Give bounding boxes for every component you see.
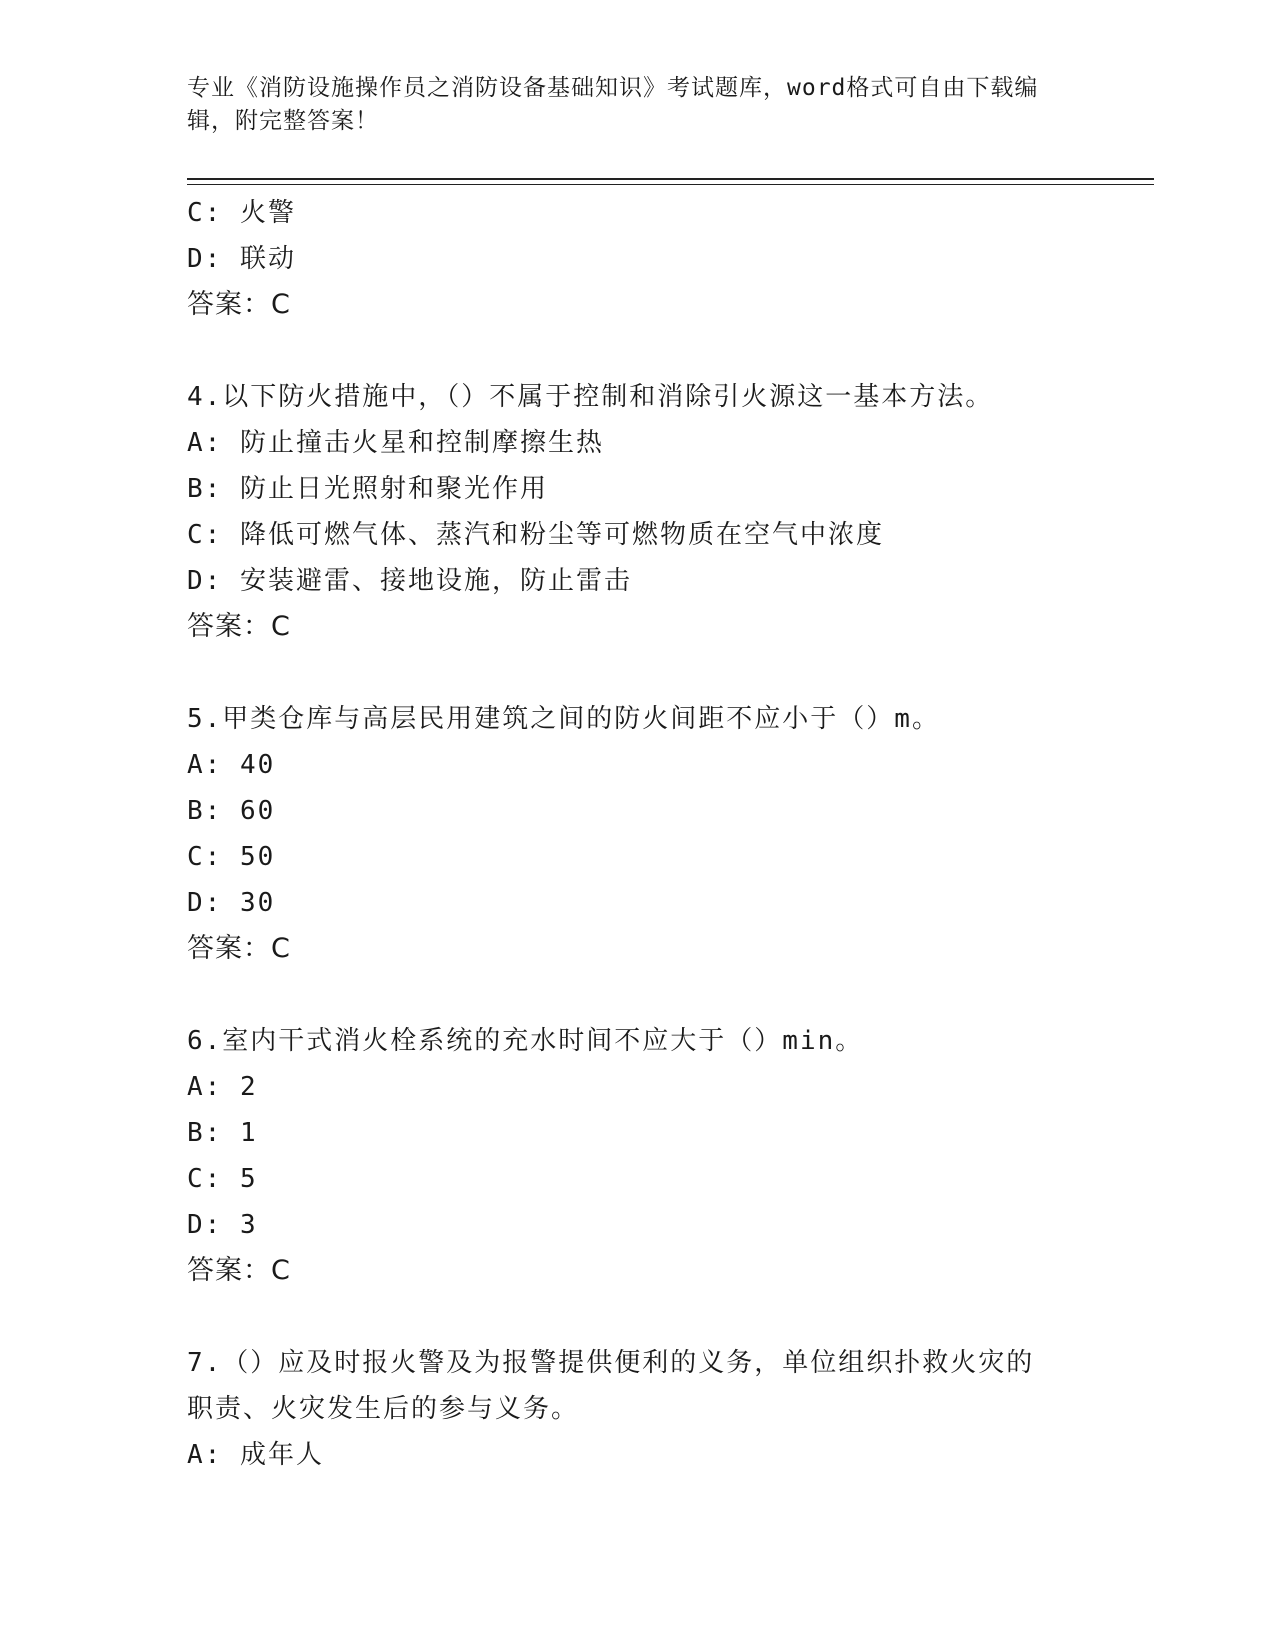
option-b: B: 1 xyxy=(187,1118,258,1148)
option-c: C: 50 xyxy=(187,842,276,872)
option-a: A: 防止撞击火星和控制摩擦生热 xyxy=(187,428,604,458)
question-stem: 5.甲类仓库与高层民用建筑之间的防火间距不应小于（）m。 xyxy=(187,704,940,734)
header-divider-thick xyxy=(187,178,1154,180)
question-stem: 7.（）应及时报火警及为报警提供便利的义务，单位组织扑救火灾的职责、火灾发生后的参与义务。 xyxy=(187,1348,1035,1424)
question-block xyxy=(187,696,1087,972)
question-spacer xyxy=(187,1294,1087,1340)
question-stem: 6.室内干式消火栓系统的充水时间不应大于（）min。 xyxy=(187,1026,864,1056)
question-stem: 4.以下防火措施中，（）不属于控制和消除引火源这一基本方法。 xyxy=(187,382,994,412)
option-b: B: 防止日光照射和聚光作用 xyxy=(187,474,548,504)
option-a: A: 40 xyxy=(187,750,276,780)
option-a: A: 2 xyxy=(187,1072,258,1102)
option-d: D: 联动 xyxy=(187,244,296,274)
option-a: A: 成年人 xyxy=(187,1440,324,1470)
question-block xyxy=(187,1018,1087,1294)
question-content xyxy=(187,190,1087,1478)
header-divider-thin xyxy=(187,184,1154,185)
option-d: D: 3 xyxy=(187,1210,258,1240)
option-b: B: 60 xyxy=(187,796,276,826)
header-text: 专业《消防设施操作员之消防设备基础知识》考试题库，word格式可自由下载编辑，附完整答案！ xyxy=(187,75,1039,134)
option-c: C: 5 xyxy=(187,1164,258,1194)
question-spacer xyxy=(187,650,1087,696)
question-spacer xyxy=(187,328,1087,374)
option-c: C: 火警 xyxy=(187,198,296,228)
answer-line: 答案：C xyxy=(187,1255,291,1286)
question-block xyxy=(187,374,1087,650)
document-header xyxy=(187,72,1067,138)
option-d: D: 30 xyxy=(187,888,276,918)
answer-line: 答案：C xyxy=(187,611,291,642)
option-c: C: 降低可燃气体、蒸汽和粉尘等可燃物质在空气中浓度 xyxy=(187,520,884,550)
question-block xyxy=(187,1340,1087,1478)
answer-line: 答案：C xyxy=(187,289,291,320)
option-d: D: 安装避雷、接地设施，防止雷击 xyxy=(187,566,632,596)
answer-line: 答案：C xyxy=(187,933,291,964)
question-spacer xyxy=(187,972,1087,1018)
